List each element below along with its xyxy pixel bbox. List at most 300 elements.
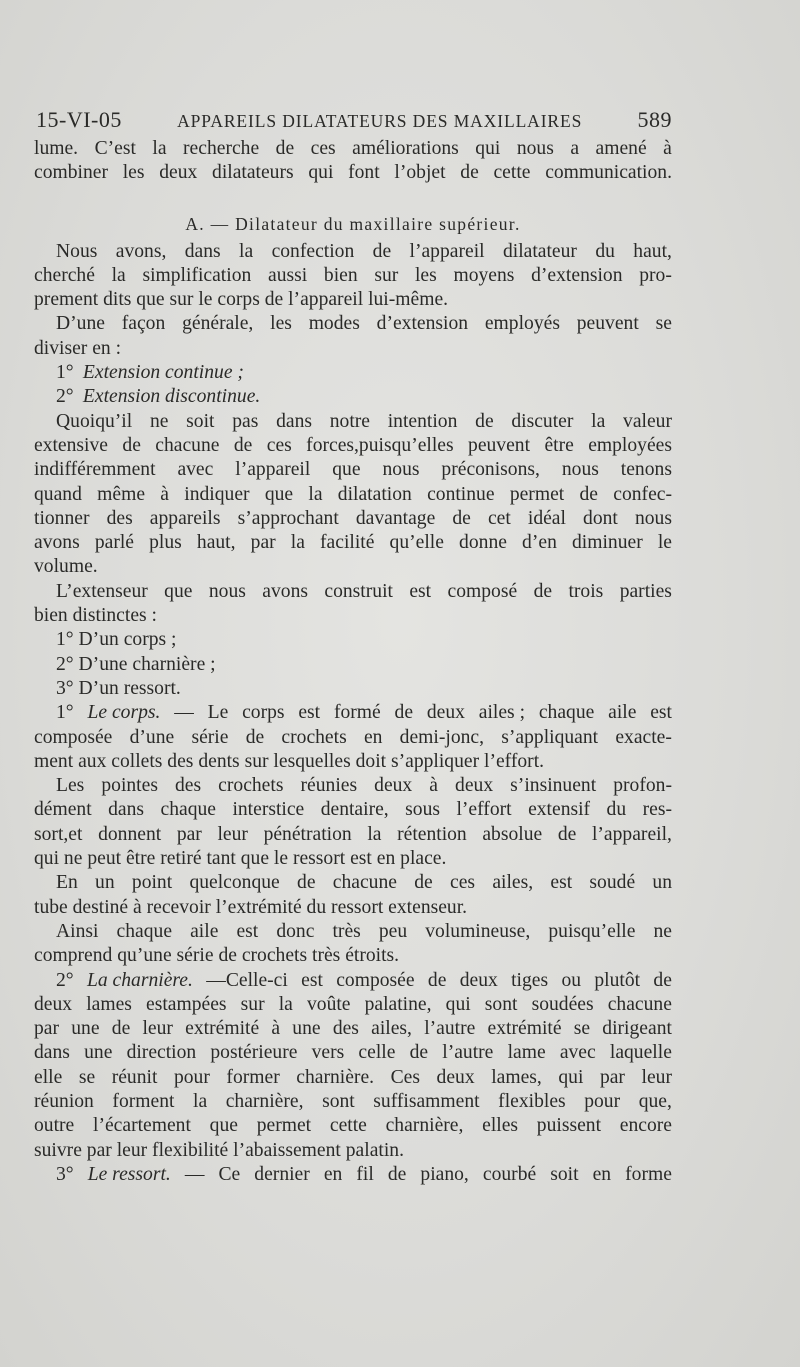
word: point bbox=[131, 872, 173, 894]
word: la bbox=[111, 264, 126, 286]
text-line bbox=[34, 531, 672, 555]
word: est bbox=[409, 580, 432, 602]
text-line bbox=[34, 726, 672, 750]
word: chaque bbox=[160, 799, 216, 821]
word: dentaire, bbox=[320, 799, 389, 821]
word: donnent bbox=[98, 823, 162, 845]
line-text: diviser en : bbox=[34, 337, 122, 359]
word: se bbox=[78, 1066, 96, 1088]
word: intention bbox=[387, 410, 458, 432]
word: de bbox=[475, 410, 494, 432]
word: 3° bbox=[56, 1163, 74, 1185]
word: Nous bbox=[56, 240, 98, 262]
word: En bbox=[56, 872, 78, 894]
list-item bbox=[34, 677, 672, 701]
word: appareils bbox=[149, 507, 221, 529]
word: réunit bbox=[111, 1066, 158, 1088]
text-line bbox=[34, 483, 672, 507]
word: cet bbox=[487, 507, 511, 529]
text-line bbox=[34, 1066, 672, 1090]
word: corps bbox=[242, 702, 285, 724]
word: bien bbox=[323, 264, 358, 286]
list-number: 2° bbox=[56, 386, 74, 408]
word: leur bbox=[641, 1066, 672, 1088]
word: avons bbox=[34, 532, 80, 554]
word: chaque bbox=[116, 920, 173, 942]
word: avons, bbox=[115, 240, 167, 262]
word: pro- bbox=[639, 264, 672, 286]
word: à bbox=[271, 1018, 281, 1040]
word: volumineuse, bbox=[425, 920, 531, 942]
word: ces bbox=[310, 138, 336, 159]
word: que bbox=[332, 459, 361, 481]
word: ailes, bbox=[492, 872, 534, 894]
word: est bbox=[550, 872, 573, 894]
word: indifféremment bbox=[34, 459, 156, 481]
list-text: Extension discontinue. bbox=[78, 386, 261, 408]
word: même bbox=[97, 483, 146, 505]
word: série bbox=[191, 726, 229, 748]
word: de bbox=[653, 969, 672, 991]
word: notre bbox=[329, 410, 370, 432]
word: sur bbox=[374, 264, 399, 286]
word: — bbox=[174, 702, 194, 724]
word: postérieure bbox=[210, 1042, 298, 1064]
word: composé bbox=[447, 580, 518, 602]
word: dilatateurs bbox=[212, 162, 294, 184]
word: pénétration bbox=[263, 823, 352, 845]
word: se bbox=[573, 1018, 591, 1040]
text-line bbox=[34, 137, 672, 161]
word: de bbox=[372, 240, 392, 262]
word: aile bbox=[190, 920, 219, 942]
word: sort,et bbox=[34, 823, 83, 845]
word: palatine, bbox=[364, 993, 432, 1015]
word: dans bbox=[108, 799, 145, 821]
word: former bbox=[226, 1066, 280, 1088]
word: simplification bbox=[142, 264, 252, 286]
word: parlé bbox=[94, 532, 134, 554]
word: que bbox=[264, 483, 294, 505]
word: une bbox=[71, 1018, 100, 1040]
word: exacte- bbox=[615, 726, 672, 748]
list-text: Extension continue ; bbox=[78, 362, 244, 384]
word: haut, bbox=[633, 240, 672, 262]
text-line bbox=[34, 969, 672, 993]
word: des bbox=[332, 1018, 359, 1040]
list-item bbox=[34, 385, 672, 409]
text-line bbox=[34, 944, 672, 968]
text-line bbox=[34, 1139, 672, 1163]
word: cette bbox=[329, 1115, 367, 1137]
word: que bbox=[209, 1115, 238, 1137]
line-text: prement dits que sur le corps de l’appareil lui-même. bbox=[34, 289, 449, 311]
word: dilatateur bbox=[502, 240, 577, 262]
word: interstice bbox=[232, 799, 305, 821]
word: d’extension bbox=[531, 264, 623, 286]
word: amené bbox=[595, 138, 647, 159]
word: avec bbox=[559, 1042, 596, 1064]
word: dans bbox=[276, 410, 312, 432]
header-date: 15-VI-05 bbox=[36, 107, 122, 132]
word: l’autre bbox=[442, 1042, 494, 1064]
word: deux bbox=[34, 993, 73, 1015]
word: en bbox=[592, 1163, 612, 1185]
word: chacune bbox=[332, 872, 397, 894]
word: nous bbox=[382, 459, 420, 481]
word: dont bbox=[583, 507, 618, 529]
word: forment bbox=[112, 1090, 175, 1112]
word: s’insinuent bbox=[510, 775, 597, 797]
word: très bbox=[332, 920, 361, 942]
word: chacune bbox=[155, 434, 220, 456]
text-block bbox=[34, 103, 672, 1187]
word: nous bbox=[208, 580, 246, 602]
word: Ainsi bbox=[56, 920, 99, 942]
word: puisqu’elle bbox=[548, 920, 636, 942]
word: discuter bbox=[511, 410, 574, 432]
text-line bbox=[34, 604, 672, 628]
word: soit bbox=[550, 1163, 579, 1185]
word: l’appareil bbox=[409, 240, 485, 262]
line-text: ment aux collets des dents sur lesquelles doit s’appliquer l’effort. bbox=[34, 750, 545, 772]
word: leur bbox=[142, 1018, 173, 1040]
word: suffisamment bbox=[373, 1090, 480, 1112]
word: qui bbox=[558, 1066, 584, 1088]
line-text: 2° D’une charnière ; bbox=[56, 653, 216, 675]
word: voûte bbox=[306, 993, 351, 1015]
word: qui bbox=[475, 138, 501, 159]
word: res- bbox=[642, 799, 672, 821]
word: modes bbox=[308, 313, 360, 335]
text-line bbox=[34, 1017, 672, 1041]
word: tenons bbox=[620, 459, 672, 481]
text-line bbox=[34, 701, 672, 725]
text-line bbox=[34, 458, 672, 482]
word: employées bbox=[588, 434, 672, 456]
word: 1° bbox=[56, 702, 74, 724]
word: permet bbox=[509, 483, 565, 505]
word: Ces bbox=[390, 1066, 420, 1088]
text-line bbox=[34, 993, 672, 1017]
word: tionner bbox=[34, 507, 90, 529]
word: se bbox=[655, 313, 672, 335]
word: un bbox=[95, 872, 115, 894]
word: d’extension bbox=[376, 313, 469, 335]
word: courbé bbox=[482, 1163, 537, 1185]
word: nous bbox=[561, 459, 599, 481]
word: recherche bbox=[183, 138, 260, 159]
word: diminuer bbox=[571, 532, 643, 554]
word: davantage bbox=[355, 507, 436, 529]
word: de bbox=[387, 1163, 407, 1185]
word: Le corps. bbox=[87, 702, 161, 724]
word: celle bbox=[358, 1042, 396, 1064]
word: par bbox=[250, 532, 276, 554]
word: de bbox=[579, 483, 598, 505]
text-line bbox=[34, 798, 672, 822]
section-heading: A. — Dilatateur du maxillaire supérieur. bbox=[185, 213, 521, 234]
word: de bbox=[409, 1042, 429, 1064]
word: la bbox=[152, 138, 167, 159]
word: sur bbox=[240, 993, 265, 1015]
word: chacune bbox=[607, 993, 672, 1015]
word: l’autre bbox=[424, 1018, 476, 1040]
word: de bbox=[394, 702, 414, 724]
word: cette bbox=[493, 162, 531, 184]
line-text: comprend qu’une série de crochets très étroits. bbox=[34, 945, 400, 967]
word: a bbox=[570, 138, 580, 159]
line-text: qui ne peut être retiré tant que le ressort est en place. bbox=[34, 848, 447, 870]
word: la bbox=[278, 993, 293, 1015]
text-line bbox=[34, 1114, 672, 1138]
word: permet bbox=[256, 1115, 312, 1137]
text-line bbox=[34, 580, 672, 604]
word: l’écartement bbox=[93, 1115, 191, 1137]
word: moyens bbox=[453, 264, 515, 286]
word: composée bbox=[336, 969, 415, 991]
word: deux bbox=[436, 1066, 475, 1088]
word: être bbox=[544, 434, 574, 456]
word: profon- bbox=[613, 775, 672, 797]
text-line bbox=[34, 555, 672, 579]
word: pointes bbox=[101, 775, 158, 797]
list-item bbox=[34, 653, 672, 677]
word: extrémité bbox=[487, 1018, 562, 1040]
word: direction bbox=[126, 1042, 197, 1064]
word: C’est bbox=[94, 138, 136, 159]
text-line bbox=[34, 337, 672, 361]
word: peuvent bbox=[468, 434, 531, 456]
word: Ce bbox=[218, 1163, 241, 1185]
word: avons bbox=[262, 580, 308, 602]
word: s’approchant bbox=[237, 507, 339, 529]
text-line bbox=[34, 161, 672, 185]
word: l’effort bbox=[456, 799, 512, 821]
word: plus bbox=[149, 532, 182, 554]
list-number: 1° bbox=[56, 362, 74, 384]
word: charnière. bbox=[296, 1066, 375, 1088]
word: l’appareil, bbox=[591, 823, 672, 845]
word: charnière, bbox=[225, 1090, 304, 1112]
word: de bbox=[452, 507, 471, 529]
word: du bbox=[595, 240, 615, 262]
text-line bbox=[34, 1041, 672, 1065]
word: tiges bbox=[511, 969, 549, 991]
word: la bbox=[239, 240, 254, 262]
word: ailes, bbox=[371, 1018, 412, 1040]
word: dans bbox=[34, 1042, 70, 1064]
word: préconisons, bbox=[441, 459, 540, 481]
word: ailes ; bbox=[478, 702, 526, 724]
word: deux bbox=[159, 162, 198, 184]
word: quand bbox=[34, 483, 82, 505]
word: composée bbox=[34, 726, 113, 748]
word: sous bbox=[405, 799, 441, 821]
word: s’appliquant bbox=[501, 726, 599, 748]
word: de bbox=[533, 580, 553, 602]
word: Quoiqu’il bbox=[56, 410, 133, 432]
word: les bbox=[122, 162, 145, 184]
word: dernier bbox=[254, 1163, 310, 1185]
word: est bbox=[298, 702, 321, 724]
word: outre bbox=[34, 1115, 75, 1137]
word: deux bbox=[455, 775, 494, 797]
word: l’objet bbox=[394, 162, 446, 184]
word: lames bbox=[86, 993, 132, 1015]
word: elle bbox=[34, 1066, 63, 1088]
word: indiquer bbox=[184, 483, 250, 505]
word: qu’elle bbox=[389, 532, 444, 554]
word: la bbox=[308, 483, 323, 505]
word: aussi bbox=[268, 264, 308, 286]
word: la bbox=[193, 1090, 208, 1112]
word: demi-jonc, bbox=[399, 726, 485, 748]
word: La charnière. bbox=[86, 969, 193, 991]
word: font bbox=[348, 162, 380, 184]
word: des bbox=[175, 775, 202, 797]
word: 2° bbox=[56, 969, 74, 991]
word: puissent bbox=[536, 1115, 602, 1137]
word: vers bbox=[311, 1042, 345, 1064]
word: donc bbox=[276, 920, 315, 942]
word: à bbox=[160, 483, 169, 505]
text-line bbox=[34, 896, 672, 920]
header-title: APPAREILS DILATATEURS DES MAXILLAIRES bbox=[177, 111, 583, 131]
word: de bbox=[297, 872, 316, 894]
word: générale, bbox=[182, 313, 254, 335]
word: confection bbox=[271, 240, 355, 262]
word: pas bbox=[232, 410, 259, 432]
word: de bbox=[460, 162, 479, 184]
word: ne bbox=[149, 410, 169, 432]
word: leur bbox=[217, 823, 248, 845]
word: qui bbox=[445, 993, 471, 1015]
word: laquelle bbox=[609, 1042, 672, 1064]
word: aile bbox=[608, 702, 637, 724]
word: nous bbox=[516, 138, 554, 159]
word: est bbox=[650, 702, 672, 724]
word: deux bbox=[459, 969, 498, 991]
word: encore bbox=[619, 1115, 672, 1137]
word: ne bbox=[653, 920, 672, 942]
word: réunies bbox=[300, 775, 358, 797]
text-line bbox=[34, 1090, 672, 1114]
word: que bbox=[164, 580, 193, 602]
word: trois bbox=[568, 580, 604, 602]
word: lume. bbox=[34, 138, 79, 159]
list-item bbox=[34, 628, 672, 652]
word: de bbox=[427, 969, 447, 991]
word: peuvent bbox=[576, 313, 639, 335]
word: ces bbox=[450, 872, 476, 894]
word: Les bbox=[56, 775, 85, 797]
word: de bbox=[414, 872, 433, 894]
word: elles bbox=[482, 1115, 519, 1137]
word: —Celle-ci bbox=[206, 969, 288, 991]
word: que, bbox=[638, 1090, 672, 1112]
word: deux bbox=[374, 775, 413, 797]
word: dilatation bbox=[337, 483, 412, 505]
word: qui bbox=[308, 162, 334, 184]
word: de bbox=[275, 138, 295, 159]
word: dirigeant bbox=[602, 1018, 672, 1040]
text-line bbox=[34, 823, 672, 847]
word: continue bbox=[427, 483, 495, 505]
word: L’extenseur bbox=[56, 580, 148, 602]
word: de bbox=[557, 823, 577, 845]
running-header bbox=[36, 103, 672, 137]
word: des bbox=[106, 507, 133, 529]
text-line bbox=[34, 774, 672, 798]
word: fil bbox=[356, 1163, 374, 1185]
word: charnière, bbox=[385, 1115, 464, 1137]
word: la bbox=[591, 410, 606, 432]
word: communication. bbox=[545, 162, 672, 184]
word: donne bbox=[459, 532, 507, 554]
word: nous bbox=[634, 507, 672, 529]
word: par bbox=[176, 823, 202, 845]
word: la bbox=[290, 532, 305, 554]
word: est bbox=[236, 920, 259, 942]
word: soit bbox=[186, 410, 215, 432]
text-line bbox=[34, 507, 672, 531]
page-number: 589 bbox=[637, 107, 672, 132]
text-line bbox=[34, 750, 672, 774]
word: extrémité bbox=[185, 1018, 260, 1040]
text-line bbox=[34, 920, 672, 944]
word: construit bbox=[324, 580, 393, 602]
word: de bbox=[122, 434, 141, 456]
word: flexibles bbox=[498, 1090, 566, 1112]
word: extensif bbox=[528, 799, 591, 821]
word: les bbox=[270, 313, 292, 335]
word: estampées bbox=[146, 993, 227, 1015]
word: rétention bbox=[397, 823, 467, 845]
word: ou bbox=[561, 969, 582, 991]
text-line bbox=[34, 1163, 672, 1187]
word: parties bbox=[619, 580, 672, 602]
word: plutôt bbox=[594, 969, 641, 991]
word: lame bbox=[507, 1042, 546, 1064]
word: réunion bbox=[34, 1090, 94, 1112]
word: d’une bbox=[129, 726, 175, 748]
word: avec bbox=[177, 459, 214, 481]
word: piano, bbox=[420, 1163, 469, 1185]
word: est bbox=[301, 969, 323, 991]
word: à bbox=[429, 775, 438, 797]
text-line bbox=[34, 410, 672, 434]
word: Le ressort. bbox=[87, 1163, 171, 1185]
word: de bbox=[245, 726, 265, 748]
word: peu bbox=[378, 920, 408, 942]
word: une bbox=[84, 1042, 113, 1064]
word: par bbox=[599, 1066, 625, 1088]
word: Le bbox=[207, 702, 229, 724]
text-line bbox=[34, 312, 672, 336]
word: lames, bbox=[491, 1066, 542, 1088]
word: deux bbox=[426, 702, 465, 724]
word: absolue bbox=[482, 823, 543, 845]
word: sont bbox=[484, 993, 518, 1015]
word: confec- bbox=[613, 483, 672, 505]
word: formé bbox=[333, 702, 381, 724]
word: combiner bbox=[34, 162, 108, 184]
word: par bbox=[34, 1018, 60, 1040]
word: valeur bbox=[623, 410, 672, 432]
word: le bbox=[657, 532, 672, 554]
line-text: 1° D’un corps ; bbox=[56, 629, 177, 651]
